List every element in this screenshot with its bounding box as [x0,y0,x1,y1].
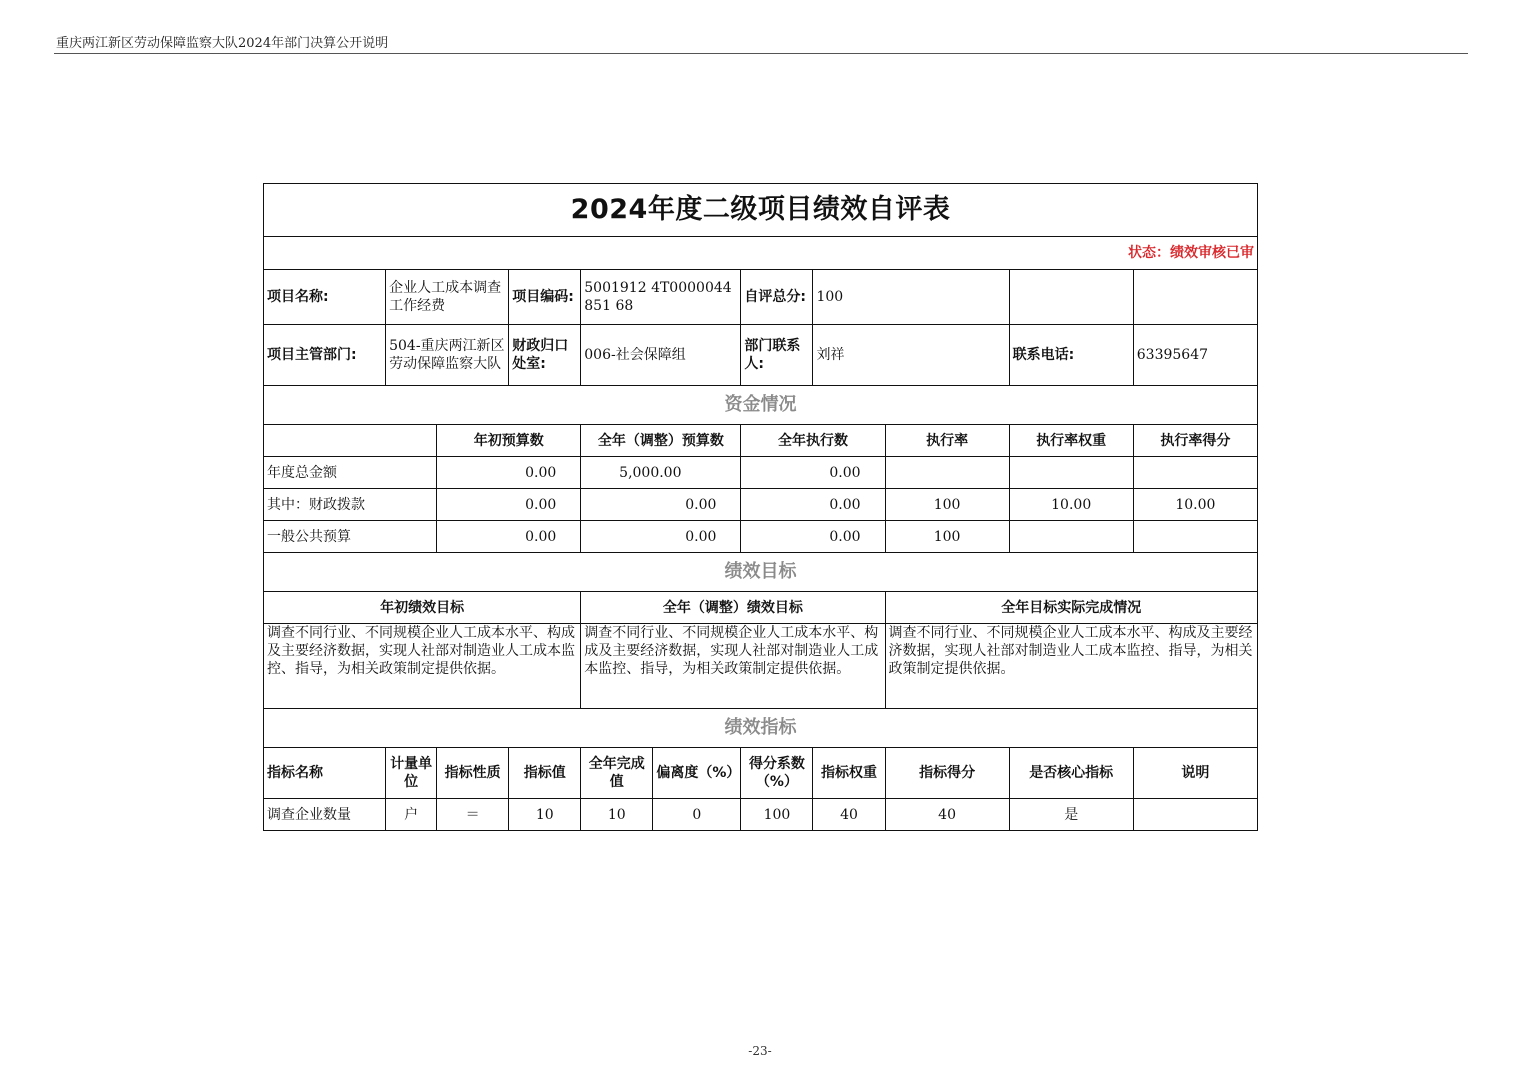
initial-goal-text: 调查不同行业、不同规模企业人工成本水平、构成及主要经济数据，实现人社部对制造业人工成本监控、指导，为相关政策制定提供依据。 [264,624,581,709]
indicator-header-cell: 是否核心指标 [1009,748,1133,799]
funds-section-title: 资金情况 [264,386,1258,425]
funds-header-cell: 全年（调整）预算数 [581,425,741,457]
indicator-header-cell: 指标得分 [885,748,1009,799]
funds-header-cell: 执行率权重 [1009,425,1133,457]
indicator-header-cell: 计量单位 [386,748,437,799]
indicator-header-cell: 偏离度（%） [653,748,741,799]
indicator-header-cell: 得分系数（%） [741,748,813,799]
funds-cell: 0.00 [437,521,581,553]
project-code-value: 5001912 4T0000044851 68 [581,270,741,325]
form-title: 2024年度二级项目绩效自评表 [264,184,1258,237]
indicator-header-cell: 指标性质 [437,748,509,799]
funds-row [264,489,1258,521]
finance-office-label: 财政归口处室: [509,325,581,386]
empty-cell [1133,270,1257,325]
indicator-header-cell: 指标值 [509,748,581,799]
info-row-project [264,270,1258,325]
funds-cell [1009,521,1133,553]
empty-cell [1009,270,1133,325]
self-score-label: 自评总分: [741,270,813,325]
indicator-row [264,799,1258,831]
performance-table [263,183,1258,831]
funds-cell: 0.00 [437,489,581,521]
dept-value: 504-重庆两江新区劳动保障监察大队 [386,325,509,386]
contact-label: 部门联系人: [741,325,813,386]
header-rule [54,53,1468,54]
indicator-cell: 户 [386,799,437,831]
page-number: -23- [748,1044,772,1058]
indicator-cell: ＝ [437,799,509,831]
phone-label: 联系电话: [1009,325,1133,386]
indicator-cell [1133,799,1257,831]
indicators-section-title: 绩效指标 [264,709,1258,748]
dept-label: 项目主管部门: [264,325,386,386]
project-name-value: 企业人工成本调查工作经费 [386,270,509,325]
indicator-cell: 0 [653,799,741,831]
funds-cell [1133,457,1257,489]
running-header: 重庆两江新区劳动保障监察大队2024年部门决算公开说明 [56,36,389,51]
funds-row [264,521,1258,553]
indicator-header-cell: 说明 [1133,748,1257,799]
finance-office-value: 006-社会保障组 [581,325,741,386]
self-score-value: 100 [813,270,1009,325]
funds-row-label: 一般公共预算 [264,521,437,553]
funds-cell: 0.00 [437,457,581,489]
funds-cell: 5,000.00 [581,457,741,489]
funds-cell [1133,521,1257,553]
funds-row [264,457,1258,489]
funds-header-cell: 执行率 [885,425,1009,457]
info-row-dept [264,325,1258,386]
project-code-label: 项目编码: [509,270,581,325]
funds-cell: 0.00 [581,489,741,521]
status-text: 状态：绩效审核已审 [264,237,1258,270]
funds-header-row [264,425,1258,457]
contact-value: 刘祥 [813,325,1009,386]
funds-row-label: 年度总金额 [264,457,437,489]
indicator-cell: 10 [509,799,581,831]
funds-row-label: 其中：财政拨款 [264,489,437,521]
indicator-cell: 是 [1009,799,1133,831]
indicator-header-cell: 指标名称 [264,748,386,799]
funds-cell: 0.00 [581,521,741,553]
funds-header-cell [264,425,437,457]
funds-cell: 0.00 [741,489,885,521]
funds-cell: 0.00 [741,521,885,553]
funds-header-cell: 年初预算数 [437,425,581,457]
goals-header-cell: 年初绩效目标 [264,592,581,624]
indicator-cell: 40 [885,799,1009,831]
indicator-cell: 100 [741,799,813,831]
indicator-cell: 调查企业数量 [264,799,386,831]
indicator-cell: 10 [581,799,653,831]
funds-header-cell: 执行率得分 [1133,425,1257,457]
goals-header-cell: 全年目标实际完成情况 [885,592,1257,624]
goals-header-row [264,592,1258,624]
indicator-header-cell: 全年完成值 [581,748,653,799]
project-name-label: 项目名称: [264,270,386,325]
goals-text-row [264,624,1258,709]
funds-cell: 10.00 [1133,489,1257,521]
phone-value: 63395647 [1133,325,1257,386]
funds-cell [885,457,1009,489]
goals-header-cell: 全年（调整）绩效目标 [581,592,885,624]
indicators-header-row [264,748,1258,799]
adjusted-goal-text: 调查不同行业、不同规模企业人工成本水平、构成及主要经济数据，实现人社部对制造业人工成本监控、指导，为相关政策制定提供依据。 [581,624,885,709]
funds-header-cell: 全年执行数 [741,425,885,457]
goals-section-title: 绩效目标 [264,553,1258,592]
indicator-cell: 40 [813,799,885,831]
funds-cell [1009,457,1133,489]
indicator-header-cell: 指标权重 [813,748,885,799]
funds-cell: 0.00 [741,457,885,489]
funds-cell: 100 [885,521,1009,553]
actual-goal-text: 调查不同行业、不同规模企业人工成本水平、构成及主要经济数据，实现人社部对制造业人工成本监控、指导，为相关政策制定提供依据。 [885,624,1257,709]
funds-cell: 100 [885,489,1009,521]
funds-cell: 10.00 [1009,489,1133,521]
